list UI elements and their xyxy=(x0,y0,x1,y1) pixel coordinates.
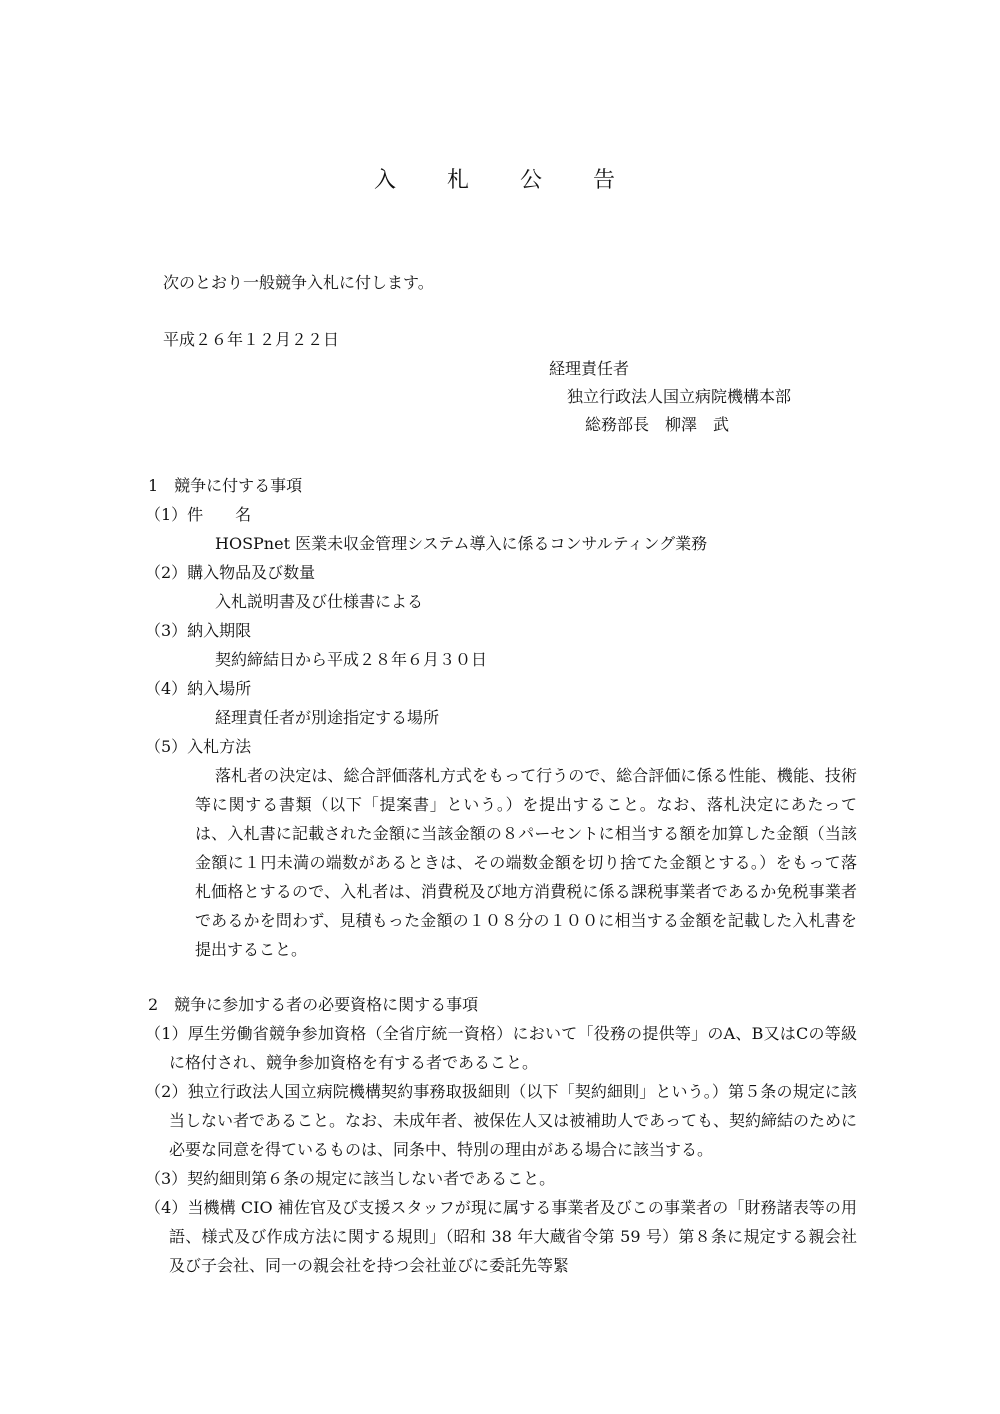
section-2 xyxy=(145,990,868,1280)
item-4-label: （4）納入場所 xyxy=(145,679,252,698)
signer-block xyxy=(549,355,869,439)
item-2-value: 入札説明書及び仕様書による xyxy=(215,592,424,611)
section-1 xyxy=(145,471,868,964)
qualification-4: （4）当機構 CIO 補佐官及び支援スタッフが現に属する事業者及びこの事業者の「財務諸表等の用語、様式及び作成方法に関する規則」（昭和 38 年大蔵省令第 59 号）第８条に規定する親会社及び子会社、同一の親会社を持つ会社並びに委託先等緊 xyxy=(145,1198,857,1275)
signer-name: 総務部長 柳澤 武 xyxy=(585,415,730,434)
qualification-3: （3）契約細則第６条の規定に該当しない者であること。 xyxy=(145,1169,556,1188)
intro-text: 次のとおり一般競争入札に付します。 xyxy=(163,273,434,292)
item-3-value: 契約締結日から平成２８年６月３０日 xyxy=(215,650,488,669)
item-5-value: 落札者の決定は、総合評価落札方式をもって行うので、総合評価に係る性能、機能、技術等に関する書類（以下「提案書」という。）を提出すること。なお、落札決定にあたっては、入札書に記載された金額に当該金額の８パーセントに相当する額を加算した金額（当該金額に１円未満の端数があるときは、その端数金額を切り捨てた金額とする。）をもって落札価格とするので、入札者は、消費税及び地方消費税に係る課税事業者であるか免税事業者であるかを問わず、見積もった金額の１０８分の１００に相当する金額を記載した入札書を提出すること。 xyxy=(195,766,857,959)
item-1-value: HOSPnet 医業未収金管理システム導入に係るコンサルティング業務 xyxy=(215,534,708,553)
signer-org: 独立行政法人国立病院機構本部 xyxy=(567,387,792,406)
item-1-label: （1）件 名 xyxy=(145,505,252,524)
notice-date: 平成２６年１２月２２日 xyxy=(163,330,340,349)
item-5-paragraph xyxy=(195,761,857,964)
page-title: 入 札 公 告 xyxy=(374,168,637,193)
item-3-label: （3）納入期限 xyxy=(145,621,252,640)
section-1-heading: 1 競争に付する事項 xyxy=(148,476,303,495)
item-5-label: （5）入札方法 xyxy=(145,737,252,756)
item-4-value: 経理責任者が別途指定する場所 xyxy=(215,708,440,727)
item-2-label: （2）購入物品及び数量 xyxy=(145,563,316,582)
section-2-heading: 2 競争に参加する者の必要資格に関する事項 xyxy=(148,995,479,1014)
qualification-1: （1）厚生労働省競争参加資格（全省庁統一資格）において「役務の提供等」のA、B又はCの等級に格付され、競争参加資格を有する者であること。 xyxy=(145,1024,857,1072)
signer-role: 経理責任者 xyxy=(549,359,630,378)
qualification-2: （2）独立行政法人国立病院機構契約事務取扱細則（以下「契約細則」という。）第５条の規定に該当しない者であること。なお、未成年者、被保佐人又は被補助人であっても、契約締結のために必要な同意を得ているものは、同条中、特別の理由がある場合に該当する。 xyxy=(145,1082,857,1159)
